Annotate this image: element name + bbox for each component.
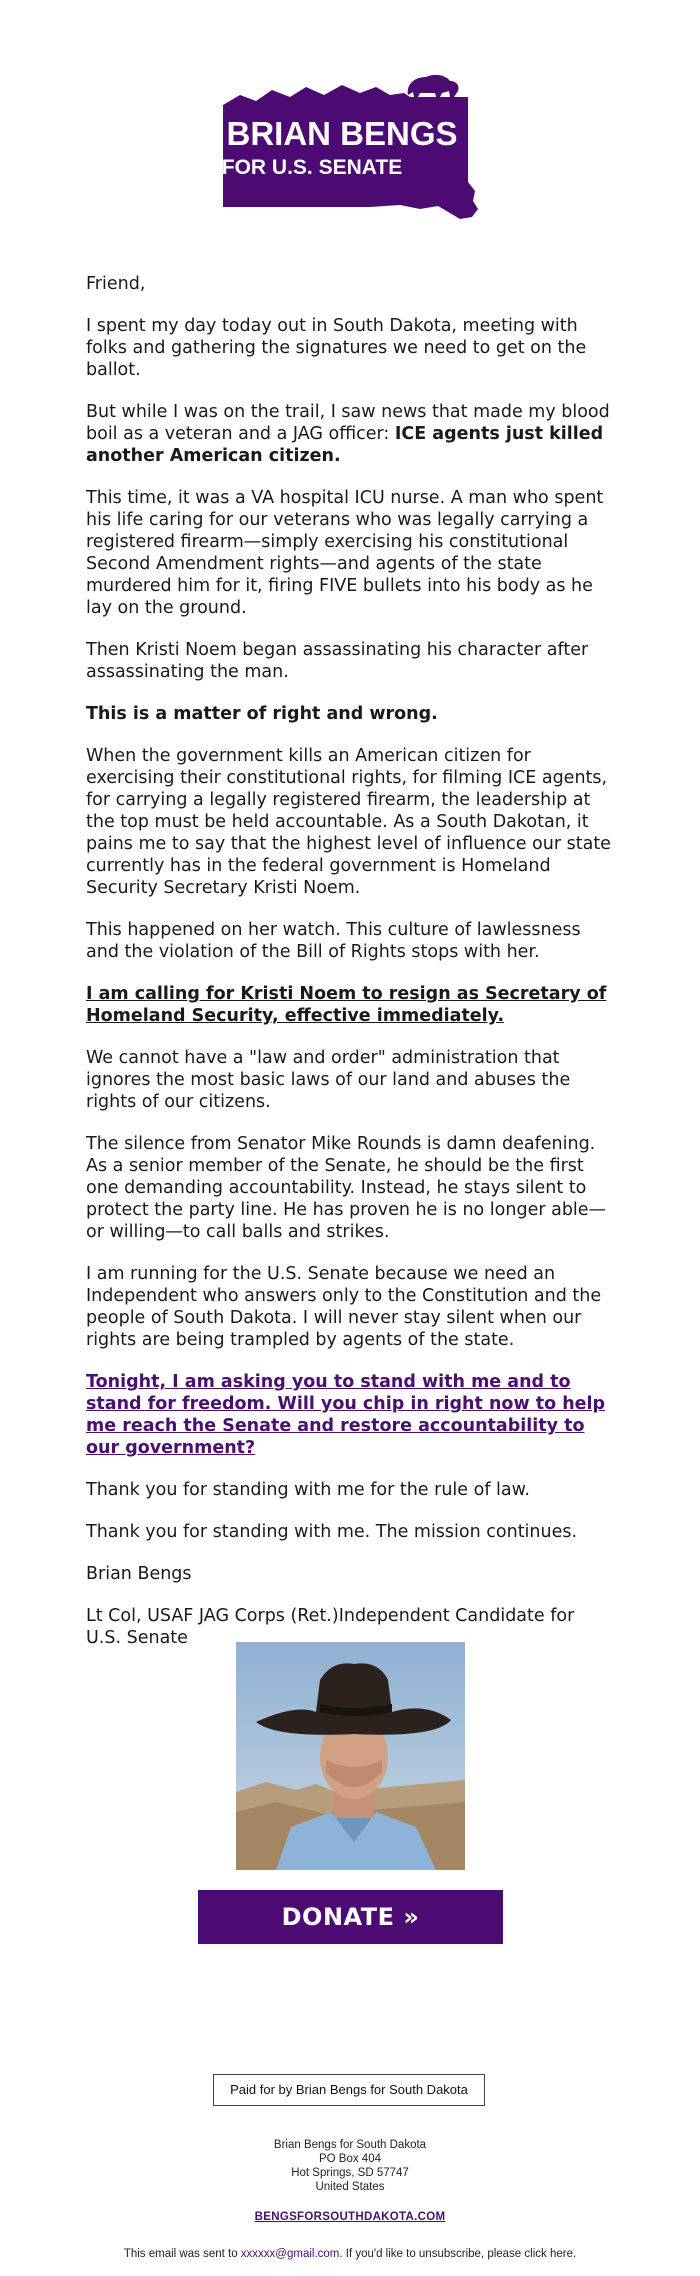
address-line-2: PO Box 404: [318, 2153, 381, 2165]
unsubscribe-text[interactable]: . If you'd like to unsubscribe, please click here.: [339, 2248, 577, 2260]
paragraph-3: This time, it was a VA hospital ICU nurse. A man who spent his life caring for our veterans who was legally carrying a registered firearm—simply exercising his constitutional Second Amendment rights—and agents of the state murdered him for it, firing FIVE bullets into his body as he lay on the ground.: [86, 488, 604, 618]
paragraph-2: [86, 401, 614, 467]
logo-line1: BRIAN BENGS: [226, 115, 458, 152]
paragraph-2-text: But while I was on the trail, I saw news that made my blood boil as a veteran and a JAG officer:: [86, 402, 610, 444]
campaign-logo: [220, 57, 482, 223]
resign-call-statement: I am calling for Kristi Noem to resign as Secretary of Homeland Security, effective immediately.: [86, 984, 607, 1026]
candidate-photo: [236, 1642, 465, 1870]
website-link[interactable]: BENGSFORSOUTHDAKOTA.COM: [254, 2211, 446, 2223]
paragraph-7: This happened on her watch. This culture of lawlessness and the violation of the Bill of Rights stops with her.: [86, 920, 581, 962]
paragraph-13: Thank you for standing with me. The mission continues.: [86, 1522, 578, 1542]
paragraph-10: The silence from Senator Mike Rounds is damn deafening. As a senior member of the Senate, he should be the first one demanding accountability. Instead, he stays silent to protect the party line. He has proven he is no longer able—or willing—to call balls and strikes.: [86, 1134, 607, 1242]
donate-cta-link[interactable]: Tonight, I am asking you to stand with me and to stand for freedom. Will you chip in right now to help me reach the Senate and restore accountability to our government?: [86, 1372, 606, 1458]
paragraph-6: When the government kills an American citizen for exercising their constitutional rights, for filming ICE agents, for carrying a legally registered firearm, the leadership at the top must be held accountable. As a South Dakotan, it pains me to say that the highest level of influence our state currently has in the federal government is Homeland Security Secretary Kristi Noem.: [86, 746, 611, 898]
mailing-address: [0, 2138, 700, 2194]
address-line-1: Brian Bengs for South Dakota: [273, 2139, 427, 2151]
recipient-email-link[interactable]: xxxxxx@gmail.com: [240, 2248, 340, 2260]
email-body: [86, 273, 614, 1669]
paragraph-11: I am running for the U.S. Senate because we need an Independent who answers only to the Constitution and the people of South Dakota. I will never stay silent when our rights are being trampled by agents of the state.: [86, 1264, 602, 1350]
unsubscribe-footer: [0, 2248, 700, 2260]
paragraph-4: Then Kristi Noem began assassinating his character after assassinating the man.: [86, 640, 589, 682]
address-line-4: United States: [315, 2181, 385, 2193]
signature: Brian Bengs: [86, 1564, 192, 1584]
signature-title: Lt Col, USAF JAG Corps (Ret.)Independent Candidate for U.S. Senate: [86, 1606, 575, 1648]
paid-for-disclaimer: Paid for by Brian Bengs for South Dakota: [213, 2074, 485, 2106]
paragraph-12: Thank you for standing with me for the rule of law.: [86, 1480, 530, 1500]
paragraph-1: I spent my day today out in South Dakota, meeting with folks and gathering the signatures we need to get on the ballot.: [86, 316, 587, 380]
footer-text-pre: This email was sent to: [123, 2248, 241, 2260]
logo-line2: FOR U.S. SENATE: [221, 156, 403, 179]
donate-button[interactable]: DONATE »: [198, 1890, 503, 1944]
paragraph-2-bold: ICE agents just killed another American citizen.: [86, 424, 604, 466]
greeting: Friend,: [86, 274, 146, 294]
paragraph-9: We cannot have a "law and order" administration that ignores the most basic laws of our land and abuses the rights of our citizens.: [86, 1048, 571, 1112]
address-line-3: Hot Springs, SD 57747: [291, 2167, 409, 2179]
paragraph-5-bold: This is a matter of right and wrong.: [86, 704, 438, 724]
